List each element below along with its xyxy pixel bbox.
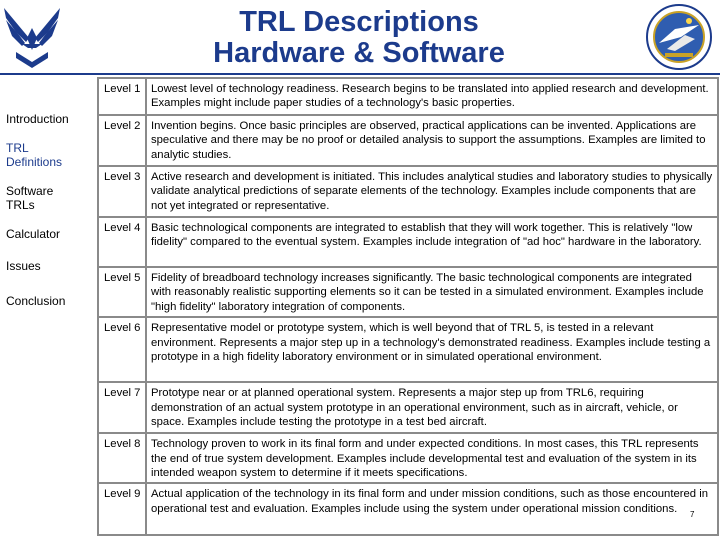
description-cell: Representative model or prototype system, which is well beyond that of TRL 5, is tested in a relevant environment. Represents a major step up in a technology's demonstrated readiness. Examples include testing a prototype in a high fidelity laboratory environment or in simulated operational environment. (146, 317, 718, 382)
sidebar-item-introduction[interactable]: Introduction (6, 112, 69, 126)
sidebar-item-trl-definitions[interactable]: TRL Definitions (6, 141, 63, 169)
sidebar-item-conclusion[interactable]: Conclusion (6, 294, 66, 308)
description-cell: Prototype near or at planned operational system. Represents a major step up from TRL6, requiring demonstration of an actual system prototype in an operational environment, such as in aircraft, vehicle, or space. Examples include testing the prototype in a test bed aircraft. (146, 382, 718, 433)
command-seal-icon (645, 3, 713, 71)
level-cell: Level 7 (98, 382, 146, 433)
page-number: 7 (690, 510, 695, 519)
level-cell: Level 1 (98, 78, 146, 115)
description-cell: Lowest level of technology readiness. Research begins to be translated into applied research and development. Examples might include paper studies of a technology's basic properties. (146, 78, 718, 115)
trl-table (97, 77, 719, 536)
table-row (98, 217, 718, 267)
level-cell: Level 9 (98, 483, 146, 535)
description-cell: Invention begins. Once basic principles are observed, practical applications can be invented. Applications are speculative and there may be no proof or detailed analysis to support the assumptions. Examples are limited to analytic studies. (146, 115, 718, 166)
description-cell: Actual application of the technology in its final form and under mission conditions, such as those encountered in operational test and evaluation. Examples include using the system under operational mission conditions. (146, 483, 718, 535)
header-divider (0, 73, 720, 75)
page-title: TRL Descriptions (239, 6, 479, 38)
sidebar-item-issues[interactable]: Issues (6, 259, 41, 273)
level-cell: Level 5 (98, 267, 146, 317)
sidebar-item-calculator[interactable]: Calculator (6, 227, 61, 241)
level-cell: Level 2 (98, 115, 146, 166)
level-cell: Level 6 (98, 317, 146, 382)
description-cell: Active research and development is initiated. This includes analytical studies and laboratory studies to physically validate analytical predictions of separate elements of the technology. Examples include components that are not yet integrated or representative. (146, 166, 718, 217)
table-row (98, 317, 718, 382)
level-cell: Level 3 (98, 166, 146, 217)
description-cell: Fidelity of breadboard technology increases significantly. The basic technological components are integrated with reasonably realistic supporting elements so it can be tested in a simulated environment. Examples include "high fidelity" laboratory integration of components. (146, 267, 718, 317)
table-row (98, 115, 718, 166)
table-row (98, 433, 718, 483)
level-cell: Level 4 (98, 217, 146, 267)
air-force-symbol-icon (2, 2, 62, 68)
table-row (98, 483, 718, 535)
table-row (98, 382, 718, 433)
description-cell: Technology proven to work in its final form and under expected conditions. In most cases, this TRL represents the end of true system development. Examples include developmental test and evaluation of the system in its intended weapon system to determine if it meets specifications. (146, 433, 718, 483)
table-row (98, 267, 718, 317)
sidebar-item-software-trls[interactable]: Software TRLs (6, 184, 54, 212)
page-subtitle: Hardware & Software (213, 37, 505, 69)
description-cell: Basic technological components are integrated to establish that they will work together. This is relatively "low fidelity" compared to the eventual system. Examples include integration of "ad hoc" hardware in the laboratory. (146, 217, 718, 267)
table-row (98, 166, 718, 217)
level-cell: Level 8 (98, 433, 146, 483)
table-row (98, 78, 718, 115)
